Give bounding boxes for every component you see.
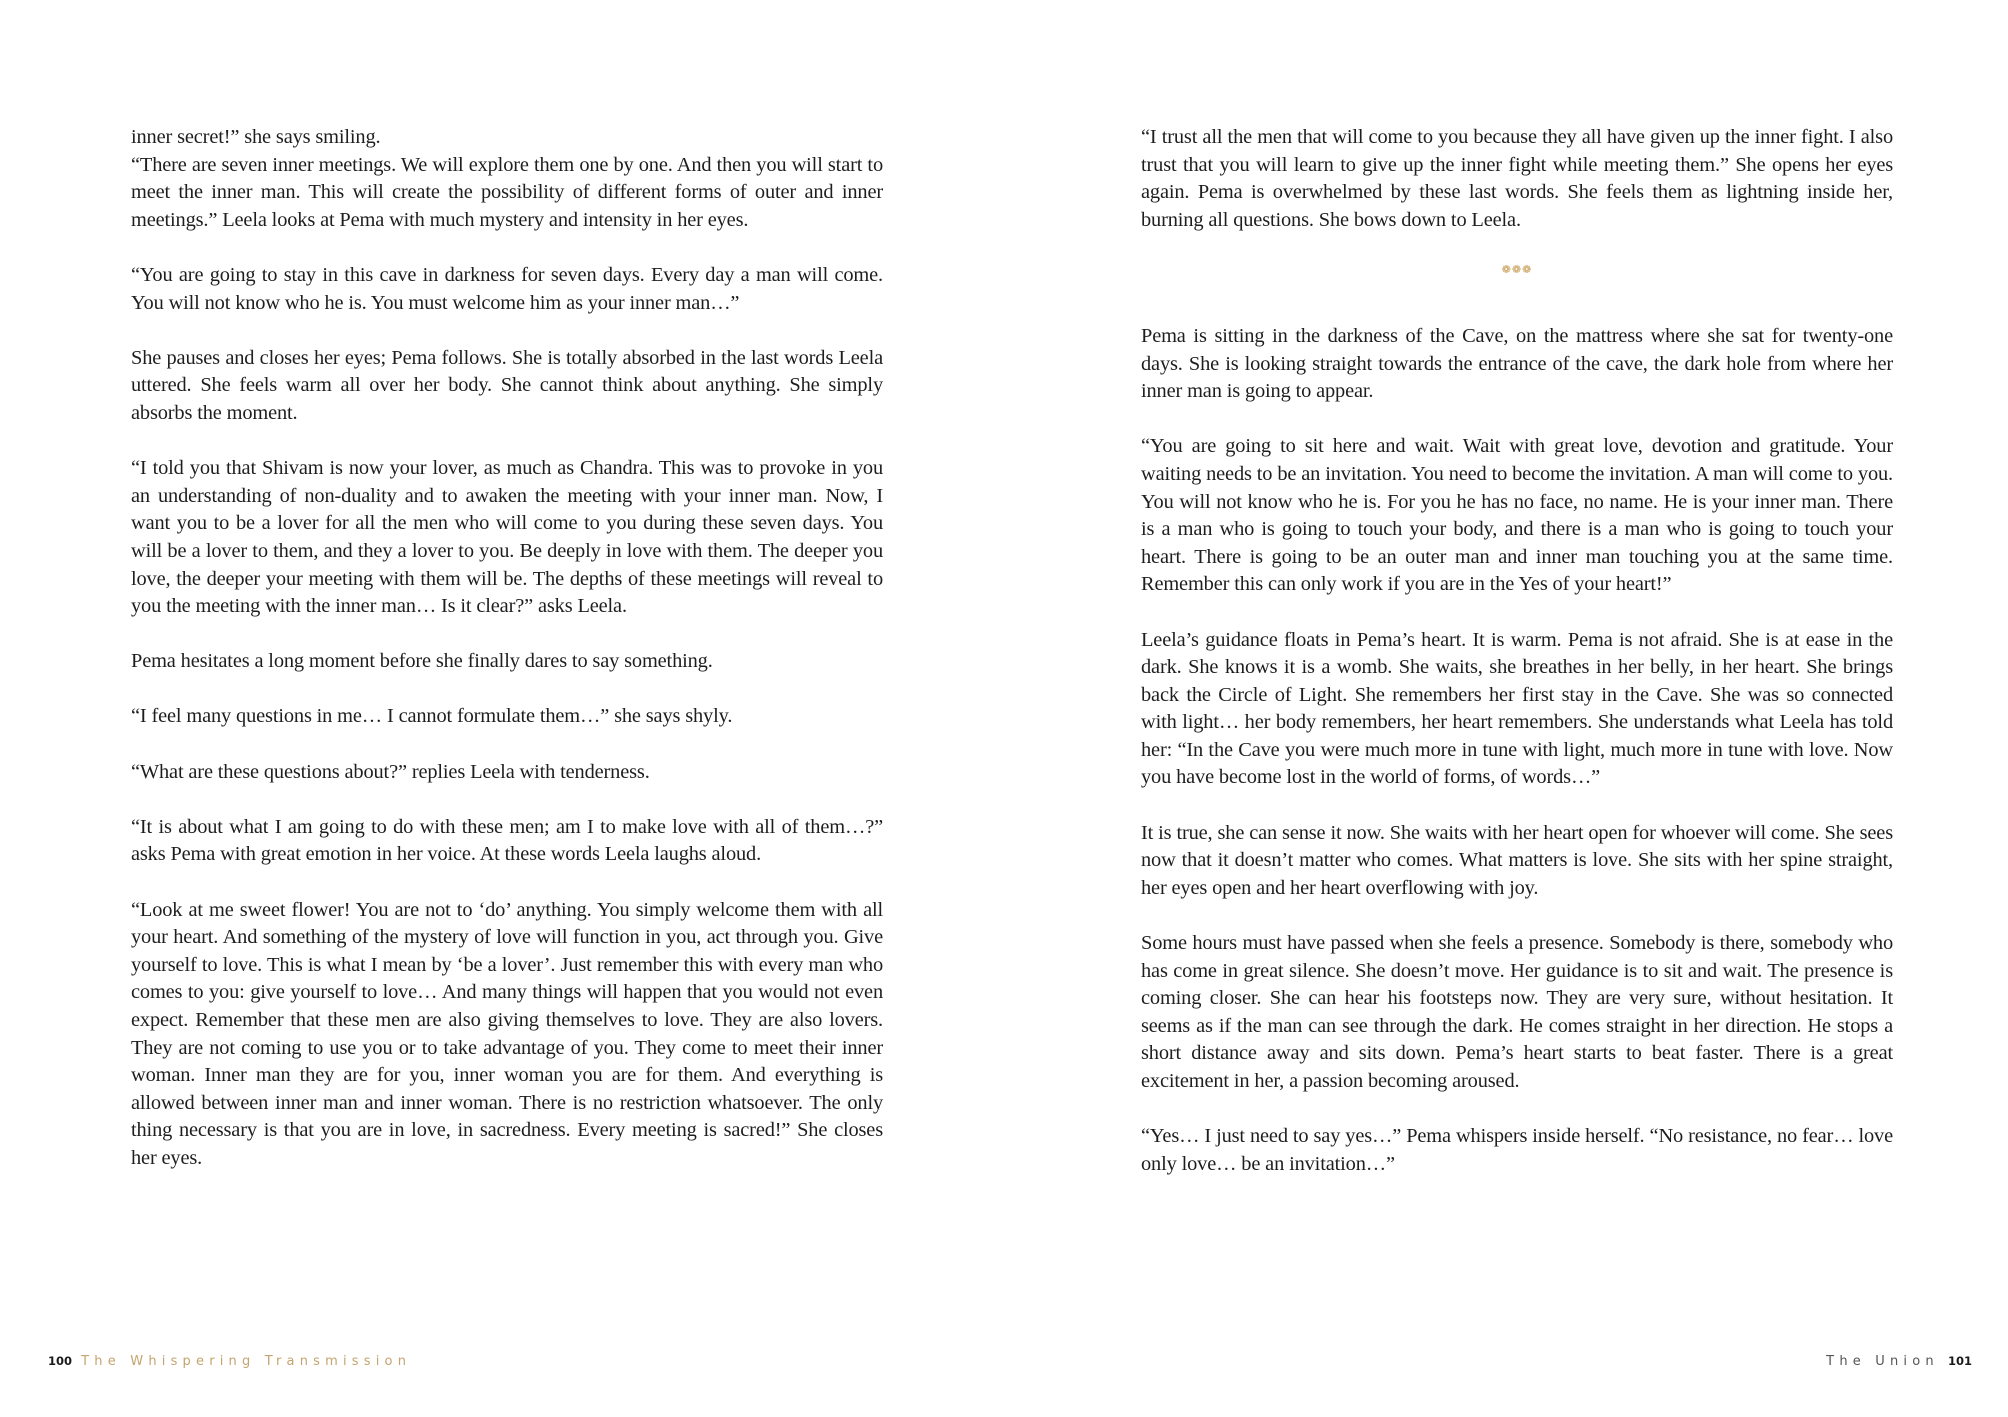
right-page-footer xyxy=(1826,1353,1972,1370)
paragraph: Pema is sitting in the darkness of the Cave, on the mattress where she sat for twenty-one days. She is looking straight towards the entrance of the cave, the dark hole from where her inner man is going to appear. xyxy=(1141,324,1893,403)
paragraph: “I trust all the men that will come to you because they all have given up the inner fight. I also trust that you will learn to give up the inner fight while meeting them.” She opens her eyes again. Pema is overwhelmed by these last words. She feels them as lightning inside her, burning all questions. She bows down to Leela. xyxy=(1141,126,1893,231)
paragraph: “You are going to sit here and wait. Wait with great love, devotion and gratitude. Your waiting needs to be an invitation. You need to become the invitation. A man will come to you. You will not know who he is. For you he has no face, no name. He is your inner man. There is a man who is going to touch your body, and there is a man who is going to touch your heart. There is going to be an outer man and inner man touching you at the same time. Remember this can only work if you are in the Yes of your heart!” xyxy=(1141,435,1893,596)
running-title: The Union xyxy=(1826,1354,1939,1369)
paragraph: “I feel many questions in me… I cannot formulate them…” she says shyly. xyxy=(131,705,733,728)
paragraph: inner secret!” she says smiling. xyxy=(131,126,381,148)
paragraph: Pema hesitates a long moment before she finally dares to say something. xyxy=(131,650,713,673)
paragraph: “It is about what I am going to do with these men; am I to make love with all of them…?” asks Pema with great emotion in her voice. At these words Leela laughs aloud. xyxy=(131,815,883,866)
paragraph: “I told you that Shivam is now your lover, as much as Chandra. This was to provoke in you an understanding of non-duality and to awaken the meeting with your inner man. Now, I want you to be a lover for all the men who will come to you during these seven days. You will be a lover to them, and they a lover to you. Be deeply in love with them. The deeper you love, the deeper your meeting with them will be. The depths of these meetings will reveal to you the meeting with the inner man… Is it clear?” asks Leela. xyxy=(131,457,883,618)
paragraph: Leela’s guidance floats in Pema’s heart. It is warm. Pema is not afraid. She is at ease in the dark. She knows it is a womb. She waits, she breathes in her belly, in her heart. She brings back the Circle of Light. She remembers her first stay in the Cave. She was so connected with light… her body remembers, her heart remembers. She understands what Leela has told her: “In the Cave you were much more in tune with light, much more in tune with love. Now you have become lost in the world of forms, of words…” xyxy=(1141,628,1893,789)
page-number: 101 xyxy=(1947,1354,1972,1368)
right-page xyxy=(1004,0,2008,1417)
paragraph: She pauses and closes her eyes; Pema follows. She is totally absorbed in the last words Leela uttered. She feels warm all over her body. She cannot think about anything. She simply absorbs the moment. xyxy=(131,346,883,424)
right-page-text-column xyxy=(1141,124,1893,1206)
paragraph: “Look at me sweet flower! You are not to ‘do’ anything. You simply welcome them with all your heart. And something of the mystery of love will function in you, act through you. Give yourself to love. This is what I mean by ‘be a lover’. Just remember this with every man who comes to you: give yourself to love… And many things will happen that you would not even expect. Remember that these men are also giving themselves to love. They are also lovers. They are not coming to use you or to take advantage of you. They come to meet their inner woman. Inner man they are for you, inner woman you are for them. And everything is allowed between inner man and inner woman. There is no restriction whatsoever. The only thing necessary is that you are in love, in sacredness. Every meeting is sacred!” She closes her eyes. xyxy=(131,898,883,1169)
section-break-ornament: ❁❁❁ xyxy=(1501,262,1533,276)
paragraph: “There are seven inner meetings. We will explore them one by one. And then you will start to meet the inner man. This will create the possibility of different forms of outer and inner meetings.” Leela looks at Pema with much mystery and intensity in her eyes. xyxy=(131,153,883,231)
page-number: 100 xyxy=(48,1354,73,1368)
left-page-text-column xyxy=(131,124,883,1200)
paragraph: It is true, she can sense it now. She waits with her heart open for whoever will come. She sees now that it doesn’t matter who comes. What matters is love. She sits with her spine straight, her eyes open and her heart overflowing with joy. xyxy=(1141,821,1893,899)
paragraph: “Yes… I just need to say yes…” Pema whispers inside herself. “No resistance, no fear… love only love… be an invitation…” xyxy=(1141,1125,1893,1175)
paragraph: “You are going to stay in this cave in darkness for seven days. Every day a man will come. You will not know who he is. You must welcome him as your inner man…” xyxy=(131,263,883,314)
left-page-footer xyxy=(48,1353,411,1370)
paragraph: Some hours must have passed when she feels a presence. Somebody is there, somebody who has come in great silence. She doesn’t move. Her guidance is to sit and wait. The presence is coming closer. She can hear his footsteps now. They are very sure, without hesitation. It seems as if the man can see through the dark. He comes straight in her direction. He stops a short distance away and sits down. Pema’s heart starts to beat faster. There is a great excitement in her, a passion becoming aroused. xyxy=(1141,932,1893,1092)
running-title: The Whispering Transmission xyxy=(81,1354,412,1369)
paragraph: “What are these questions about?” replies Leela with tenderness. xyxy=(131,760,650,783)
